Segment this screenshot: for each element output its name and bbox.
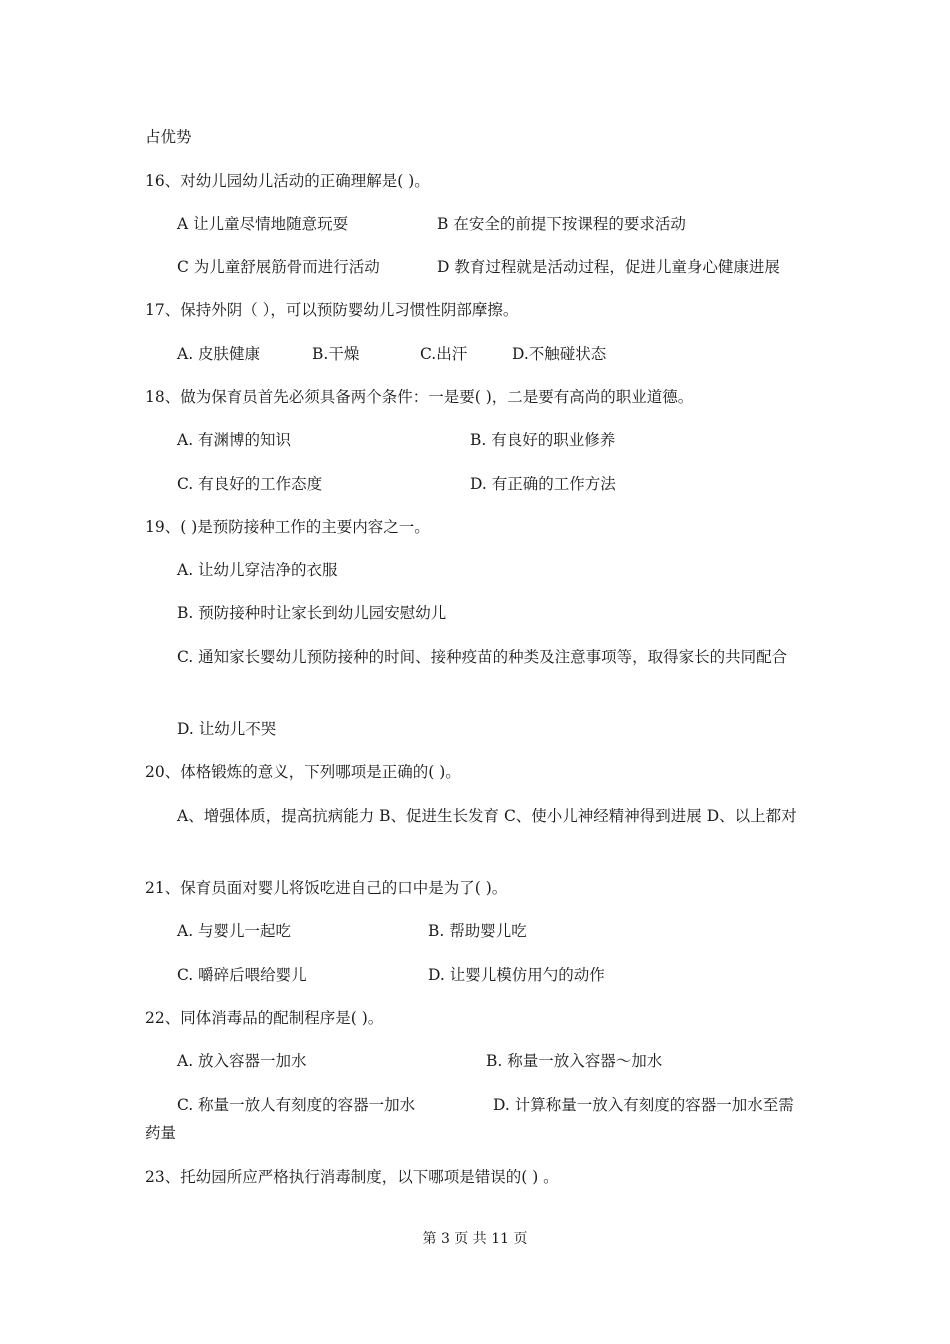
question-16-option-c: C 为儿童舒展筋骨而进行活动 bbox=[177, 258, 380, 276]
question-16-stem: 16、对幼儿园幼儿活动的正确理解是( )。 bbox=[145, 172, 430, 190]
question-16-option-a: A 让儿童尽情地随意玩耍 bbox=[177, 215, 349, 233]
question-17-stem: 17、保持外阴（ ），可以预防婴幼儿习惯性阴部摩擦。 bbox=[145, 301, 519, 319]
page-footer: 第 3 页 共 11 页 bbox=[422, 1231, 528, 1247]
question-19-option-c: C. 通知家长婴幼儿预防接种的时间、接种疫苗的种类及注意事项等，取得家长的共同配合 bbox=[177, 648, 788, 666]
question-22-stem: 22、同体消毒品的配制程序是( )。 bbox=[145, 1009, 384, 1027]
question-18-option-a: A. 有渊博的知识 bbox=[177, 431, 292, 449]
question-21-option-a: A. 与婴儿一起吃 bbox=[177, 922, 292, 940]
question-22-option-b: B. 称量一放入容器～加水 bbox=[486, 1052, 663, 1070]
question-21-stem: 21、保育员面对婴儿将饭吃进自己的口中是为了( )。 bbox=[145, 879, 508, 897]
question-17-option-d: D.不触碰状态 bbox=[512, 345, 607, 363]
question-23-stem: 23、托幼园所应严格执行消毒制度，以下哪项是错误的( ) 。 bbox=[145, 1168, 559, 1186]
question-19-option-b: B. 预防接种时让家长到幼儿园安慰幼儿 bbox=[177, 604, 447, 622]
question-20-stem: 20、体格锻炼的意义，下列哪项是正确的( )。 bbox=[145, 763, 461, 781]
question-16-option-b: B 在安全的前提下按课程的要求活动 bbox=[437, 215, 686, 233]
question-22-option-a: A. 放入容器一加水 bbox=[177, 1052, 307, 1070]
question-21-option-c: C. 嚼碎后喂给婴儿 bbox=[177, 966, 307, 984]
question-18-option-d: D. 有正确的工作方法 bbox=[470, 475, 616, 493]
question-17-option-a: A. 皮肤健康 bbox=[177, 345, 261, 363]
question-21-option-d: D. 让婴儿模仿用勺的动作 bbox=[428, 966, 605, 984]
question-20-options: A、增强体质，提高抗病能力 B、促进生长发育 C、使小儿神经精神得到进展 D、以上都对 bbox=[177, 807, 797, 825]
question-18-stem: 18、做为保育员首先必须具备两个条件：一是要( )，二是要有高尚的职业道德。 bbox=[145, 388, 694, 406]
question-17-option-c: C.出汗 bbox=[420, 345, 468, 363]
question-16-option-d: D 教育过程就是活动过程，促进儿童身心健康进展 bbox=[437, 258, 780, 276]
lead-text: 占优势 bbox=[145, 128, 192, 146]
question-18-option-c: C. 有良好的工作态度 bbox=[177, 475, 323, 493]
question-17-option-b: B.干燥 bbox=[312, 345, 360, 363]
question-22-option-d: D. 计算称量一放入有刻度的容器一加水至需药量 bbox=[145, 1096, 794, 1142]
question-19-stem: 19、( )是预防接种工作的主要内容之一。 bbox=[145, 518, 430, 536]
question-19-option-d: D. 让幼儿不哭 bbox=[177, 720, 277, 738]
question-21-option-b: B. 帮助婴儿吃 bbox=[428, 922, 527, 940]
question-22-option-c: C. 称量一放人有刻度的容器一加水 bbox=[177, 1096, 416, 1114]
question-18-option-b: B. 有良好的职业修养 bbox=[470, 431, 616, 449]
question-19-option-a: A. 让幼儿穿洁净的衣服 bbox=[177, 561, 338, 579]
